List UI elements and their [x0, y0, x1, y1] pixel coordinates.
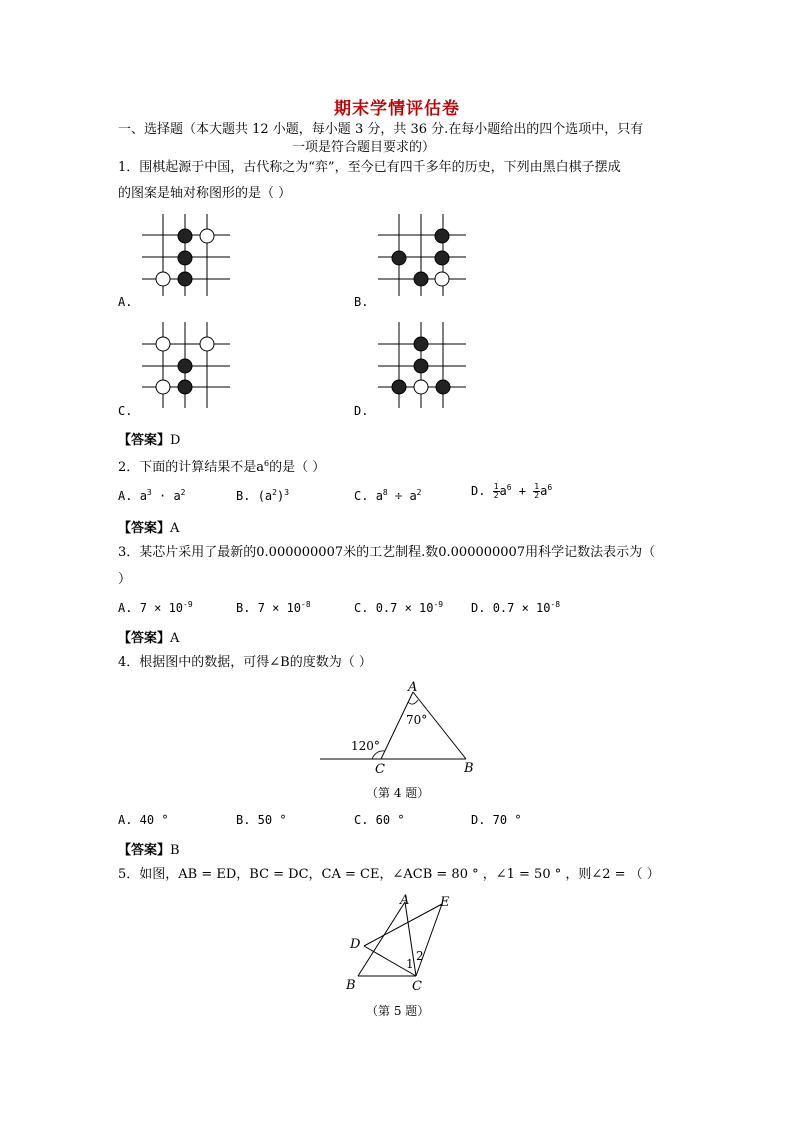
label-a: A: [408, 680, 418, 695]
q4-option-b: B. 50 °: [236, 813, 287, 827]
answer-value: A: [170, 521, 180, 536]
answer-label: 【答案】: [118, 521, 171, 536]
label-c: C: [412, 979, 422, 994]
option-mantissa: 0.7 × 10: [492, 601, 551, 615]
option-mantissa: 0.7 × 10: [375, 601, 434, 615]
option-label: C.: [354, 601, 369, 615]
option-exp: 2: [416, 488, 422, 497]
q4-text: 4．根据图中的数据，可得∠B的度数为（ ）: [118, 655, 372, 670]
label-e: E: [440, 895, 450, 910]
q2-option-a: [118, 488, 186, 503]
option-label: A.: [118, 601, 133, 615]
answer-label: 【答案】: [118, 433, 171, 448]
q2-option-c: [354, 488, 422, 503]
go-board-b: [376, 212, 468, 296]
q4-caption: （第 4 题）: [366, 786, 430, 800]
option-label: C.: [354, 489, 369, 503]
fraction-numerator: 1: [534, 482, 540, 491]
option-base: a: [499, 484, 507, 498]
option-label: B.: [236, 489, 251, 503]
q3-answer: [118, 627, 179, 646]
q2-text: [118, 455, 325, 477]
option-label: B.: [236, 601, 251, 615]
q1-text-line1: 1．围棋起源于中国，古代称之为“弈”，至今已有四千多年的历史，下列由黑白棋子摆成: [118, 160, 621, 175]
option-exp: 8: [382, 488, 388, 497]
q2-answer: [118, 517, 179, 536]
option-base: a: [139, 489, 147, 503]
option-exp: -8: [301, 600, 311, 609]
option-exp: 6: [547, 483, 553, 492]
answer-label: 【答案】: [118, 843, 171, 858]
option-mantissa: 7 × 10: [139, 601, 184, 615]
option-text: (a: [257, 489, 273, 503]
q2-option-d: [471, 483, 552, 500]
label-b: B: [464, 761, 474, 776]
section-heading-line1: 一、选择题（本大题共 12 小题，每小题 3 分，共 36 分.在每小题给出的四个选项中，只有: [118, 122, 644, 137]
option-exp: 2: [272, 488, 277, 497]
q1-label-b: B.: [354, 295, 369, 309]
option-op: ·: [151, 489, 174, 503]
side-de: [364, 904, 442, 946]
fraction: [493, 483, 500, 500]
fraction-denominator: 2: [534, 491, 540, 500]
q1-label-c: C.: [118, 404, 133, 418]
q3-text-line1: 3．某芯片采用了最新的0.000000007米的工艺制程.数0.000000007用科学记数法表示为（: [118, 545, 656, 560]
q4-answer: [118, 839, 180, 858]
answer-value: D: [170, 433, 181, 448]
angle-a-arc: [408, 700, 418, 704]
q2-option-b: [236, 488, 289, 503]
answer-label: 【答案】: [118, 631, 171, 646]
option-base: a: [173, 489, 181, 503]
q1-label-a: A.: [118, 295, 133, 309]
option-exp: -8: [550, 600, 561, 609]
option-label: D.: [471, 484, 486, 498]
label-c: C: [375, 762, 385, 777]
q5-text: 5．如图，AB = ED，BC = DC，CA = CE，∠ACB = 80 ° ，∠1 = 50 ° ，则∠2 = （ ）: [118, 867, 660, 882]
option-base: a: [409, 489, 417, 503]
label-b: B: [346, 978, 356, 993]
option-exp: 6: [506, 483, 512, 492]
option-label: A.: [118, 489, 133, 503]
fraction-numerator: 1: [493, 482, 499, 491]
page-title: 期末学情评估卷: [334, 99, 460, 119]
q3-text-line2: ）: [118, 572, 132, 587]
option-exp: 3: [146, 488, 152, 497]
label-1: 1: [406, 957, 414, 971]
option-exp: 3: [284, 488, 290, 497]
side-ab: [358, 902, 405, 976]
option-base: a: [375, 489, 383, 503]
label-d: D: [350, 937, 361, 952]
answer-value: A: [170, 631, 180, 646]
option-exp: -9: [183, 600, 193, 609]
q5-caption: （第 5 题）: [366, 1004, 430, 1018]
section-heading-line2: 一项是符合题目要求的）: [292, 140, 436, 155]
q3-option-c: [354, 600, 443, 615]
side-ec: [416, 904, 442, 976]
q2-text-main: 2．下面的计算结果不是a: [118, 460, 265, 475]
fraction-denominator: 2: [493, 491, 499, 500]
option-text: ): [276, 489, 285, 503]
go-board-a: [140, 212, 232, 296]
label-a: A: [400, 893, 410, 908]
label-120: 120°: [351, 739, 380, 753]
q3-option-d: [471, 600, 560, 615]
q1-text-line2: 的图案是轴对称图形的是（ ）: [118, 186, 292, 201]
q3-option-a: [118, 600, 193, 615]
q1-label-d: D.: [354, 404, 369, 418]
option-op: ÷: [387, 489, 410, 503]
option-exp: -9: [433, 600, 444, 609]
q3-option-b: [236, 600, 311, 615]
option-op: +: [511, 484, 534, 498]
label-70: 70°: [406, 713, 428, 727]
go-board-c: [140, 320, 232, 408]
q4-option-c: C. 60 °: [354, 813, 405, 827]
option-mantissa: 7 × 10: [257, 601, 302, 615]
q4-option-a: A. 40 °: [118, 813, 169, 827]
option-label: D.: [471, 601, 486, 615]
option-exp: 2: [180, 488, 186, 497]
q2-text-tail: 的是（ ）: [269, 460, 326, 475]
label-2: 2: [416, 949, 424, 963]
q4-option-d: D. 70 °: [471, 813, 522, 827]
q2-text-exp: 6: [264, 459, 270, 468]
q5-triangles-figure: [340, 890, 460, 996]
go-board-d: [376, 320, 468, 408]
q1-answer: [118, 429, 180, 448]
option-base: a: [540, 484, 548, 498]
q4-triangle-figure: [316, 678, 484, 778]
answer-value: B: [170, 843, 180, 858]
